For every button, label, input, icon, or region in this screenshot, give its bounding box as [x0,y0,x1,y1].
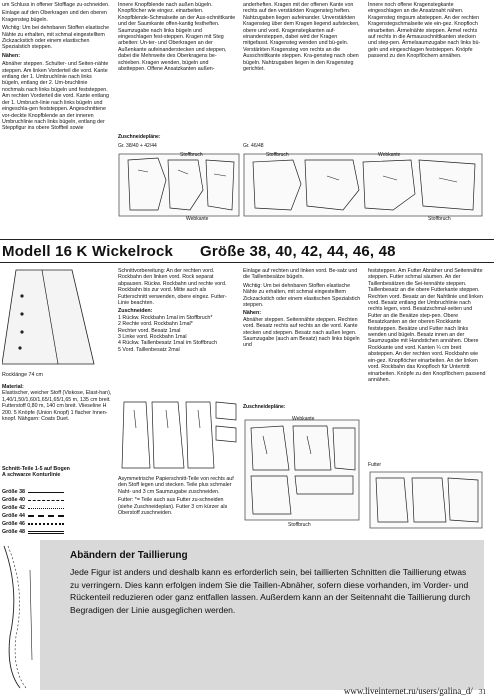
waist-adjust-box [40,540,484,690]
legend-row: Größe 38 [2,488,112,496]
pattern-parts-head: Schnitt-Teile 1-5 auf Bogen A schwarze Konturlinie [2,466,70,479]
box-title: Abändern der Taillierung [70,550,188,561]
label-stoffbruch-2: Stoffbruch [266,152,289,158]
col4-mid: feststeppen. Am Futter Abnäher und Seitennähte steppen. Futter schmal säumen. An der Taillenbesätzen die Sei-tennähte steppen. Taillenbesatz an die obere Futterkante steppen. Rechten vord. Besatz an der Nahtlinie und linken vord. Besatz entlang der Umbruchlinie nach rechts legen, vord. Besatzschmal-seiten und Futter an die Besätze step-pen. Obere Besatzkanten an der oberen Rockkante feststeppen. Besätze und Futter nach links wenden und bügeln. Besatz innen an der Saumzugabe mit Handstichen annähen. Obere Rockkante und vord. Kanten ¼ cm breit absteppen. An der rechten vord. Rockbahn wie ein-gez. Knopflöcher einarbeiten. An der linken vord. Rockbahn das Knopfloch für Untertritt einarbeiten. Knöpfe zu den Knopflöchern passend annähen. [368,268,486,383]
label-webkante-3: Webkante [292,416,315,422]
page-number: 31 [479,688,486,696]
lining-cutting-diagram [368,470,486,532]
label-stoffbruch-3: Stoffbruch [428,216,451,222]
rule-bottom [0,262,494,263]
legend-row: Größe 40 [2,496,112,504]
legend-row: Größe 46 [2,520,112,528]
skirt-length-caption: Rocklänge 74 cm [2,372,43,378]
label-stoffbruch-4: Stoffbruch [288,522,311,528]
legend-row: Größe 44 [2,512,112,520]
label-futter: Futter [368,462,382,468]
col1-top: um Schluss in offener Stofflage zu-schneiden. Einlage auf den Oberkragen und den oberen Kragensteg bügeln. Wichtig: Um bei dehnbaren Stoffen elastische Nähte zu erhalten, mit schmal eingestelltem Zickzackstich oder einem elastischen Spezialstich steppen. Nähen: Abnäher steppen. Schulter- und Seiten-nähte steppen. Am linken Vorderteil die vord. Kante entlang der 1. Umbruchlinie nach links bügeln, entlang der 2. Um-bruchlinie nochmals nach links bügeln und feststeppen. Am rechten Vorderteil die vord. Kante entlang der 1. Umbruch-linie nach links bügeln und eingeschla-gen feststeppen. Angeschnittene vor-deckte Knopfblende an der inneren Umbruchlinie nach links bügeln, entlang der Steppfigur ins obere Stoffteil sowie [2,2,110,132]
pattern-pieces-diagram [118,398,240,470]
model-title: Wickelrock [92,242,174,260]
label-stoffbruch-1: Stoffbruch [180,152,203,158]
col2-top: Innere Knopfblende nach außen bügeln. Knopflöcher wie eingez. einarbeiten. Knopfblende-Schmalseite an der Aus-schnittkante und der Saumkante offen-kantig festheften. Saumzugabe nach links bügeln und eingeschlagen fest-steppen. Kragen mit Steg arbeiten: Un-ter- und Oberkragen an der Außenkante aufeinanderstecken und steppen, dabei die Mehrweite des Oberkragens be-schieben. Kragen wenden, bügeln und abstteppen. Offene Ansatzkanten außen- [118,2,236,73]
cutting-plan-diagram-top-left [118,150,240,222]
model-number: Modell 16 K [2,242,88,260]
watermark-url[interactable]: www.liveinternet.ru/users/galina_d/ [343,686,473,696]
col3-mid: Einlage auf rechten und linken vord. Be-satz und die Taillenbesätze bügeln. Wichtig: Um bei dehnbaren Stoffen elastische Nähte zu erhalten, mit schmal eingestelltem Zickzackstich oder einem elastischen Spezialstich steppen. Nähen: Abnäher steppen. Seitennähte steppen. Rechten vord. Besatz rechts auf rechts an die vord. Kante stecken und steppen. Besatz nach außen legen. Saumzugabe (auch am Besatz) nach links bügeln und [243,268,361,349]
cutting-plan-sizes-left: Gr. 38/40 + 42/44 [118,143,157,149]
legend-row: Größe 48 [2,528,112,536]
cutting-plan-diagram-top-right [243,150,483,222]
label-webkante-2: Webkante [378,152,401,158]
cutting-plan-title-mid: Zuschneidepläne: [243,404,286,410]
cutting-plan-sizes-right: Gr. 46/48 [243,143,264,149]
legend-row: Größe 42 [2,504,112,512]
col4-top: Innere noch offene Kragenstegkante eingeschlagen an die Ansatznaht nähen. Kragensteg ringsum absteppen. An der rechten Kragenstegschmalseite wie ein-gez. Knopfloch einarbeiten. Ärmelnähte steppen. Ärmel rechts auf rechts in die Armausschnittkanten stecken und step-pen. Ärmelsaumzugabe nach links bü-geln und eingeschlagen feststeppen. Knöpfe passend zu den Knopflöchern annähen. [368,2,481,60]
model-sizes: Größe 38, 40, 42, 44, 46, 48 [200,242,396,260]
waist-adjust-illustration [0,540,40,690]
cutting-plan-title-top: Zuschneidepläne: [118,134,161,140]
material-section: Material: Elastischer, weicher Stoff (Viskose, Elast-han), 1,40/1,50/1,60/1,65/1,65/1,65 m, 135 cm breit. Futterstoff 0,80 m, 140 cm breit. Vlieseline H 200. 5 Knöpfe (Union Knopf) 1 flacher Innen-knopf. Nähgarn: Coats Duet. [2,384,112,423]
size-legend [2,488,112,536]
page-footer [344,686,486,696]
model-header [0,240,494,262]
skirt-illustration [2,266,102,370]
label-webkante-1: Webkante [186,216,209,222]
box-text: Jede Figur ist anders und deshalb kann es erforderlich sein, bei taillierten Schnitten die Taillierung etwas zu verringern. Dies kann erfolgen indem Sie die Taillen-Abnäher, sofern diese vorhanden, im Vorder- und Rückenteil reduzieren oder ganz entfallen lassen. Außerdem kann an der Seitennaht die Taillierung durch Begradigen der Linie ausgeglichen werden. [70,567,471,615]
cutting-plan-diagram-mid [243,414,363,526]
col3-top: anderheften. Kragen mit der offenen Kante von rechts auf den verstärkten Kragensteg heften. Nahtzugaben liegen aufeinander. Unverstärkten Kragensteg über dem Kragen liegend aufstecken, obere und vord. Kragenstegkanten auf-einandersteppen, dabei wird der Kragen mitgefasst. Kragensteg wenden und bü-geln. Verstärkten Kragensteg von rechts an die Ausschnittkante steppen. Kra-gensteg nach oben bügeln. Nahtzugaben liegen in den Kragensteg gerichtet. [243,2,360,73]
col2-mid: Schnittvorbereitung: An der rechten vord. Rockbahn den linken vord. Rock separat abpausen. Rückw. Rockbahn und rechte vord. Rockbahn bis zur vord. Mitte auch als Futterschnitt verwenden, obere eingez. Futter-Linie beachten. Zuschneiden: 1 Rückw. Rockbahn 1mal im Stoffbruch* 2 Rechte vord. Rockbahn 1mal* Rechter vord. Besatz 1mal 3 Linke vord. Rockbahn 1mal 4 Rückw. Taillenbesatz 1mal im Stoffbruch 5 Vord. Taillenbesatz 2mal [118,268,227,353]
col2-low: Asymmetrische Papierschnitt-Teile von rechts auf den Stoff legen und stecken. Teile plus schmaler Naht- und 3 cm Saumzugabe zuschneiden. Futter: *= Teile auch aus Futter zu-schneiden (siehe Zuschneideplan). Futter 3 cm kürzer als Oberstoff zuschneiden. [118,476,234,517]
